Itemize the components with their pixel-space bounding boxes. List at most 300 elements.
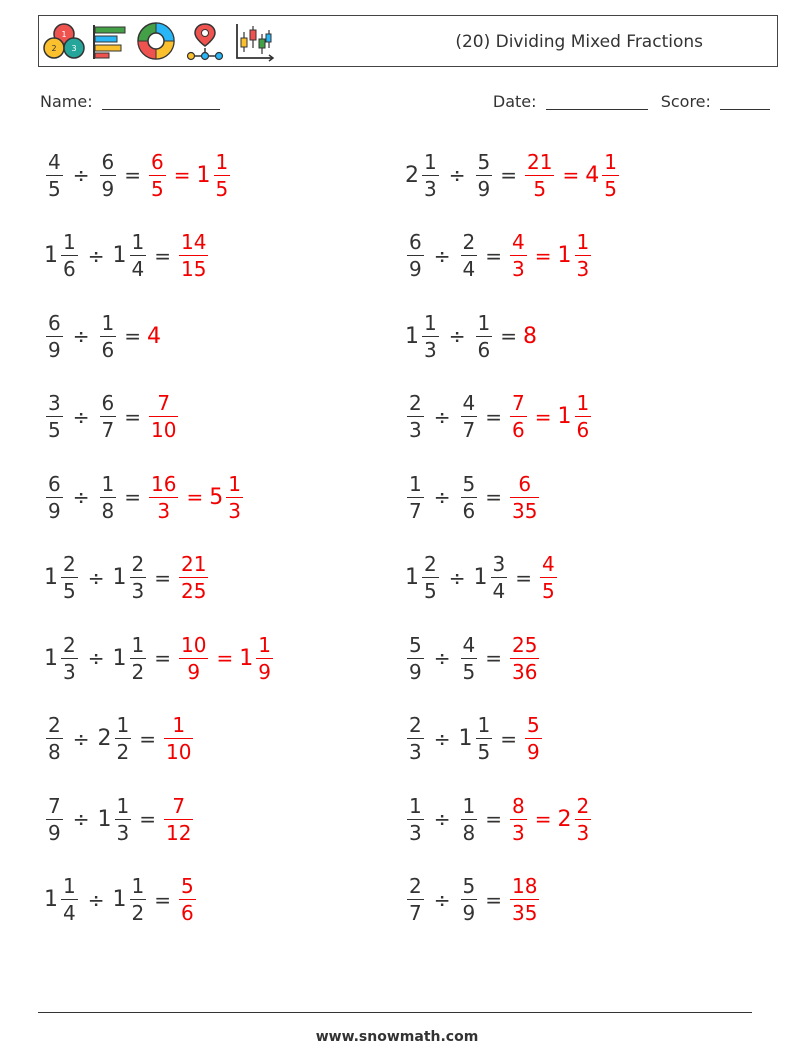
fraction (46, 393, 63, 440)
score-label: Score: (660, 92, 711, 111)
denominator: 8 (101, 498, 115, 523)
answer (147, 324, 162, 349)
dividend (405, 715, 426, 762)
answer (508, 793, 529, 845)
equals-sign: = (485, 807, 502, 831)
answer (508, 632, 541, 684)
divisor (474, 149, 495, 201)
fraction (115, 715, 132, 762)
dividend (405, 232, 426, 279)
denominator: 9 (409, 659, 422, 684)
numerator: 1 (131, 874, 145, 898)
fraction (407, 715, 424, 762)
fraction (46, 715, 63, 762)
numerator: 2 (48, 713, 61, 737)
numerator: 5 (477, 149, 491, 174)
numerator: 2 (424, 552, 437, 576)
numerator: 1 (462, 793, 476, 818)
numerator: 4 (48, 149, 61, 174)
numerator: 2 (409, 874, 422, 898)
numerator: 2 (63, 552, 76, 576)
fraction (461, 232, 478, 279)
numerator: 2 (131, 552, 145, 576)
problem-item (44, 226, 210, 286)
fraction (510, 393, 527, 440)
dividend (44, 149, 65, 201)
divisor (459, 793, 480, 845)
fraction (130, 632, 147, 684)
whole-number: 1 (405, 565, 419, 590)
numerator: 6 (101, 149, 115, 174)
map-pin-network-icon (183, 20, 227, 62)
denominator: 9 (48, 820, 61, 845)
problem-item (44, 709, 195, 769)
dividend (44, 310, 65, 362)
divide-sign: ÷ (433, 646, 451, 670)
denominator: 7 (409, 901, 422, 925)
problem-item (405, 467, 541, 527)
divide-sign: ÷ (448, 324, 466, 348)
equals-sign: = (500, 324, 517, 348)
divide-sign: ÷ (433, 404, 451, 429)
numerator: 6 (101, 391, 115, 415)
denominator: 3 (409, 740, 422, 764)
numerator: 1 (101, 310, 115, 335)
denominator: 4 (462, 257, 476, 281)
numerator: 1 (131, 230, 145, 254)
dividend (405, 471, 426, 523)
equals-sign: = (534, 404, 552, 429)
equals-sign: = (173, 163, 191, 187)
dividend (44, 393, 65, 440)
name-label: Name: (40, 92, 93, 111)
divide-sign: ÷ (72, 807, 90, 831)
denominator: 3 (409, 820, 422, 845)
equals-sign: = (562, 163, 580, 187)
name-field (40, 92, 220, 111)
fraction (256, 632, 273, 684)
problem-item (405, 387, 593, 447)
problem-item (44, 387, 180, 447)
fraction (130, 554, 147, 601)
problem-item (44, 145, 232, 205)
divisor (474, 310, 495, 362)
equals-sign: = (139, 807, 156, 831)
equals-sign: = (154, 887, 171, 912)
divide-sign: ÷ (87, 243, 105, 268)
denominator: 5 (477, 740, 491, 764)
equals-sign: = (186, 485, 204, 509)
numerator: 1 (63, 230, 76, 254)
fraction (100, 393, 117, 440)
whole-number: 5 (209, 484, 224, 510)
fraction (510, 632, 539, 684)
problem-item (405, 870, 541, 930)
answer (538, 554, 559, 601)
whole-number: 1 (112, 243, 127, 268)
equals-sign: = (500, 726, 517, 751)
divisor (459, 632, 480, 684)
numerator: 16 (151, 471, 177, 496)
answer (508, 876, 541, 923)
fraction (510, 232, 527, 279)
whole-number: 1 (112, 565, 127, 590)
divisor (98, 310, 119, 362)
denominator: 3 (116, 820, 130, 845)
numerator: 1 (228, 471, 241, 496)
whole-number: 1 (44, 565, 58, 590)
divisor (459, 232, 480, 279)
date-score-fields (493, 92, 770, 111)
denominator: 2 (116, 740, 130, 764)
numerator: 1 (424, 310, 437, 335)
equals-sign: = (485, 887, 502, 912)
problem-item (44, 789, 195, 849)
numerator: 1 (576, 230, 590, 254)
fraction (476, 310, 493, 362)
answer (508, 393, 529, 440)
fraction (575, 793, 592, 845)
denominator: 3 (424, 337, 437, 362)
score-blank[interactable] (720, 95, 770, 110)
denominator: 6 (63, 257, 76, 281)
fraction (525, 715, 542, 762)
numerator: 1 (576, 391, 590, 415)
fraction (407, 876, 424, 923)
name-blank[interactable] (102, 95, 220, 110)
numerator: 2 (576, 793, 590, 818)
svg-text:3: 3 (71, 44, 77, 53)
numerator: 25 (512, 632, 538, 657)
denominator: 6 (462, 498, 476, 523)
fraction (164, 715, 193, 762)
divide-sign: ÷ (72, 404, 90, 429)
numerator: 1 (172, 713, 186, 737)
dividend (405, 393, 426, 440)
fraction (149, 471, 178, 523)
numerator: 1 (409, 793, 422, 818)
denominator: 7 (101, 418, 115, 442)
fraction (510, 876, 539, 923)
problem-item (405, 306, 538, 366)
equals-sign: = (154, 243, 171, 268)
answer-mixed (239, 632, 275, 684)
denominator: 4 (492, 579, 506, 603)
denominator: 9 (101, 176, 115, 201)
divide-sign: ÷ (433, 807, 451, 831)
denominator: 25 (181, 579, 207, 603)
fraction (179, 632, 208, 684)
dividend (44, 232, 80, 279)
divisor (459, 715, 495, 762)
divisor (459, 393, 480, 440)
numerator: 18 (512, 874, 538, 898)
fraction (422, 554, 439, 601)
dividend (44, 876, 80, 923)
divide-sign: ÷ (87, 887, 105, 912)
denominator: 5 (542, 579, 555, 603)
fraction (575, 393, 592, 440)
denominator: 4 (131, 257, 145, 281)
whole-number: 1 (97, 806, 112, 832)
equals-sign: = (485, 404, 502, 429)
dividend (405, 310, 441, 362)
numerator: 1 (409, 471, 422, 496)
numerator: 6 (48, 310, 61, 335)
denominator: 5 (462, 659, 476, 684)
dividend (44, 471, 65, 523)
denominator: 5 (48, 418, 61, 442)
fraction (407, 632, 424, 684)
numerator: 4 (542, 552, 555, 576)
numerator: 1 (116, 793, 130, 818)
problem-item (44, 306, 162, 366)
numerator: 3 (492, 552, 506, 576)
denominator: 35 (512, 498, 538, 523)
answer (508, 471, 541, 523)
fraction (510, 471, 539, 523)
svg-text:2: 2 (51, 44, 57, 53)
fraction (61, 232, 78, 279)
whole-number: 1 (557, 404, 572, 429)
answer (177, 632, 210, 684)
denominator: 35 (512, 901, 538, 925)
fraction (149, 393, 178, 440)
whole-number: 1 (112, 645, 127, 671)
fraction (46, 471, 63, 523)
divisor (459, 471, 480, 523)
dividend (405, 149, 441, 201)
divisor (113, 876, 149, 923)
numerator: 7 (172, 793, 186, 818)
whole-number: 1 (196, 162, 211, 188)
divide-sign: ÷ (433, 726, 451, 751)
whole-number: 2 (557, 806, 572, 832)
answer-mixed (557, 793, 594, 845)
numerator: 1 (477, 713, 491, 737)
fraction (100, 310, 117, 362)
fraction (179, 554, 208, 601)
denominator: 15 (181, 257, 207, 281)
equals-sign: = (216, 646, 234, 670)
problem-item (405, 709, 544, 769)
answer (523, 149, 556, 201)
fraction (422, 149, 439, 201)
whole-number: 4 (147, 323, 161, 349)
fraction (461, 793, 478, 845)
answer (177, 554, 210, 601)
fraction (149, 149, 166, 201)
numerator: 2 (409, 713, 422, 737)
worksheet-header (38, 15, 778, 67)
dividend (44, 554, 80, 601)
answer-mixed (209, 471, 245, 523)
fraction (407, 793, 424, 845)
fraction (46, 149, 63, 201)
equals-sign: = (124, 404, 141, 429)
divisor (98, 715, 134, 762)
worksheet-title: (20) Dividing Mixed Fractions (455, 32, 703, 52)
fraction (525, 149, 554, 201)
equals-sign: = (515, 565, 532, 590)
denominator: 5 (533, 176, 547, 201)
equals-sign: = (500, 163, 517, 187)
fraction (407, 393, 424, 440)
numerator: 1 (63, 874, 76, 898)
denominator: 3 (576, 257, 590, 281)
denominator: 9 (409, 257, 422, 281)
answer (147, 471, 180, 523)
fraction (461, 632, 478, 684)
date-blank[interactable] (546, 95, 648, 110)
dividend (44, 632, 80, 684)
problem-item (405, 226, 593, 286)
equals-sign: = (124, 163, 141, 187)
fraction (491, 554, 508, 601)
equals-sign: = (485, 243, 502, 268)
denominator: 10 (166, 740, 192, 764)
problem-item (405, 145, 621, 205)
fraction (575, 232, 592, 279)
fraction (461, 471, 478, 523)
answer (162, 715, 195, 762)
problem-item (405, 628, 541, 688)
numerator: 5 (409, 632, 422, 657)
equals-sign: = (124, 485, 141, 509)
denominator: 5 (63, 579, 76, 603)
fraction (179, 876, 196, 923)
numerator: 1 (116, 713, 130, 737)
footer-url: www.snowmath.com (315, 1029, 479, 1045)
footer-divider (38, 1012, 752, 1013)
divide-sign: ÷ (433, 485, 451, 509)
denominator: 3 (424, 176, 437, 201)
problem-item (44, 870, 198, 930)
answer (147, 393, 180, 440)
answer (177, 232, 210, 279)
denominator: 3 (512, 820, 525, 845)
whole-number: 1 (112, 887, 127, 912)
donut-chart-icon (135, 20, 177, 62)
numerator: 8 (512, 793, 525, 818)
equals-sign: = (154, 565, 171, 590)
numerator: 5 (462, 874, 476, 898)
whole-number: 1 (473, 565, 488, 590)
logo-strip (43, 18, 275, 64)
numerator: 14 (181, 230, 207, 254)
divide-sign: ÷ (87, 646, 105, 670)
numerator: 4 (512, 230, 525, 254)
fraction (602, 149, 619, 201)
numerator: 21 (181, 552, 207, 576)
denominator: 12 (166, 820, 192, 845)
denominator: 5 (424, 579, 437, 603)
equals-sign: = (534, 243, 552, 268)
divisor (98, 471, 119, 523)
denominator: 9 (187, 659, 201, 684)
denominator: 9 (477, 176, 491, 201)
fraction (130, 232, 147, 279)
fraction (100, 149, 117, 201)
numerator: 2 (63, 632, 76, 657)
numerator: 5 (181, 874, 194, 898)
problem-item (405, 789, 593, 849)
denominator: 2 (131, 901, 145, 925)
divisor (112, 632, 149, 684)
divide-sign: ÷ (87, 565, 105, 590)
candlestick-chart-icon (233, 20, 275, 62)
numerator: 2 (462, 230, 476, 254)
problem-item (44, 628, 275, 688)
numerator: 4 (462, 632, 476, 657)
answer-mixed (196, 149, 233, 201)
numerator: 5 (462, 471, 476, 496)
numerator: 6 (409, 230, 422, 254)
numerator: 6 (518, 471, 532, 496)
divide-sign: ÷ (448, 163, 466, 187)
answer (523, 715, 544, 762)
denominator: 5 (604, 176, 617, 201)
divisor (113, 232, 149, 279)
denominator: 9 (462, 901, 476, 925)
numerator: 4 (462, 391, 476, 415)
fraction (510, 793, 527, 845)
denominator: 3 (228, 498, 241, 523)
fraction (46, 310, 63, 362)
fraction (179, 232, 208, 279)
numerator: 10 (181, 632, 207, 657)
problem-item (44, 548, 210, 608)
dividend (405, 793, 426, 845)
numerator: 5 (527, 713, 540, 737)
denominator: 5 (215, 176, 229, 201)
whole-number: 1 (557, 243, 572, 268)
fraction (61, 554, 78, 601)
answer (162, 793, 195, 845)
divide-sign: ÷ (72, 726, 90, 751)
fraction (461, 876, 478, 923)
whole-number: 2 (405, 162, 419, 188)
divide-sign: ÷ (433, 887, 451, 912)
answer-mixed (558, 232, 594, 279)
denominator: 3 (63, 659, 76, 684)
numerator: 6 (48, 471, 61, 496)
fraction (407, 232, 424, 279)
numerator: 1 (258, 632, 271, 657)
denominator: 3 (131, 579, 145, 603)
equals-sign: = (485, 646, 502, 670)
denominator: 7 (462, 418, 476, 442)
denominator: 8 (48, 740, 61, 764)
denominator: 6 (101, 337, 115, 362)
fraction (540, 554, 557, 601)
divide-sign: ÷ (72, 485, 90, 509)
numerator: 7 (157, 391, 171, 415)
divisor (97, 793, 134, 845)
divisor (459, 876, 480, 923)
divisor (474, 554, 510, 601)
denominator: 5 (48, 176, 61, 201)
dividend (44, 793, 65, 845)
svg-text:1: 1 (61, 30, 67, 39)
answer-mixed (558, 393, 594, 440)
divide-sign: ÷ (433, 243, 451, 268)
problem-item (44, 467, 245, 527)
fraction (61, 632, 78, 684)
denominator: 3 (157, 498, 171, 523)
denominator: 10 (151, 418, 177, 442)
numerator: 3 (48, 391, 61, 415)
